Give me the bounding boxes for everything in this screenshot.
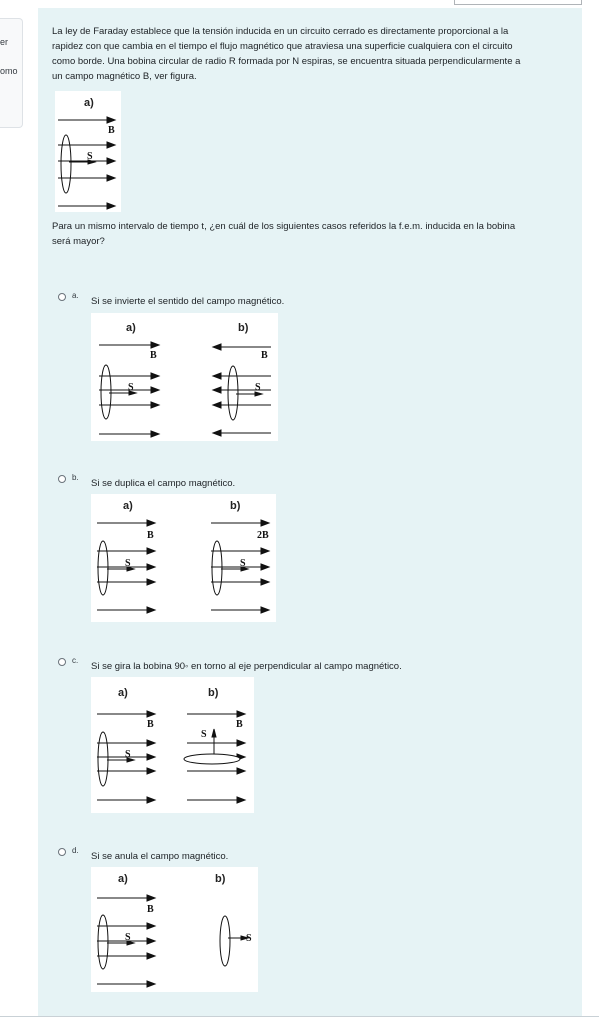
option-b-figure (91, 494, 276, 622)
option-a-fig-label-b: b) (238, 322, 249, 334)
option-d-label[interactable]: Si se anula el campo magnético. (91, 851, 229, 862)
option-b-letter: b. (72, 473, 79, 482)
option-c-fig-label-a: a) (118, 687, 128, 699)
option-b-fig-label-a: a) (123, 500, 133, 512)
main-figure (55, 91, 121, 212)
option-a-label-B-right: B (261, 350, 268, 361)
area-vector-label-S: S (87, 151, 93, 162)
option-b-fig-label-b: b) (230, 500, 241, 512)
question-nav-box (454, 0, 582, 5)
option-d-label-S-left: S (125, 932, 131, 943)
option-c-label-B-left: B (147, 719, 154, 730)
option-d-label-B: B (147, 904, 154, 915)
option-d-radio[interactable] (58, 848, 66, 856)
option-c-drawing (91, 677, 254, 813)
option-d-label-S-right: S (246, 933, 252, 944)
question-intro-line-1: La ley de Faraday establece que la tensión inducida en un circuito cerrado es directamente proporcional a la (52, 26, 509, 37)
option-a-label-B-left: B (150, 350, 157, 361)
option-b-label-2B: 2B (257, 530, 269, 541)
option-a-figure (91, 313, 278, 441)
option-c-label[interactable]: Si se gira la bobina 90◦ en torno al eje perpendicular al campo magnético. (91, 661, 402, 672)
option-a-label-S-right: S (255, 382, 261, 393)
option-b-radio[interactable] (58, 475, 66, 483)
question-prompt-line-1: Para un mismo intervalo de tiempo t, ¿en cuál de los siguientes casos referidos la f.e.m. inducida en la bobina (52, 221, 516, 232)
option-a-fig-label-a: a) (126, 322, 136, 334)
option-d-drawing (91, 867, 258, 992)
option-c-fig-label-b: b) (208, 687, 219, 699)
option-c-label-B-right: B (236, 719, 243, 730)
option-d-fig-label-a: a) (118, 873, 128, 885)
option-c-letter: c. (72, 656, 79, 665)
option-c-label-S-left: S (125, 749, 131, 760)
option-b-label[interactable]: Si se duplica el campo magnético. (91, 478, 236, 489)
question-intro-line-3: como borde. Una bobina circular de radio R formada por N espiras, se encuentra situada perpendicularmente a (52, 56, 521, 67)
option-d-fig-label-b: b) (215, 873, 226, 885)
option-a-drawing (91, 313, 278, 441)
question-prompt-line-2: será mayor? (52, 236, 105, 247)
question-intro-line-2: rapidez con que cambia en el tiempo el flujo magnético que atraviesa una superficie cualquiera con el circuito (52, 41, 513, 52)
question-intro-line-4: un campo magnético B, ver figura. (52, 71, 197, 82)
figure-label-a: a) (84, 97, 94, 109)
option-b-label-B: B (147, 530, 154, 541)
option-c-radio[interactable] (58, 658, 66, 666)
side-info-text-1: er (0, 37, 9, 47)
main-figure-drawing (55, 91, 121, 212)
option-c-figure (91, 677, 254, 813)
page-bottom-rule (0, 1016, 599, 1017)
option-b-label-S-left: S (125, 558, 131, 569)
option-d-letter: d. (72, 846, 79, 855)
option-a-radio[interactable] (58, 293, 66, 301)
option-a-label[interactable]: Si se invierte el sentido del campo magnético. (91, 296, 285, 307)
side-info-text-2: omo (0, 66, 18, 76)
option-d-figure (91, 867, 258, 992)
option-a-letter: a. (72, 291, 79, 300)
field-label-B: B (108, 125, 115, 136)
option-a-label-S-left: S (128, 382, 134, 393)
option-b-label-S-right: S (240, 558, 246, 569)
option-c-label-S-right: S (201, 729, 207, 740)
option-b-drawing (91, 494, 276, 622)
